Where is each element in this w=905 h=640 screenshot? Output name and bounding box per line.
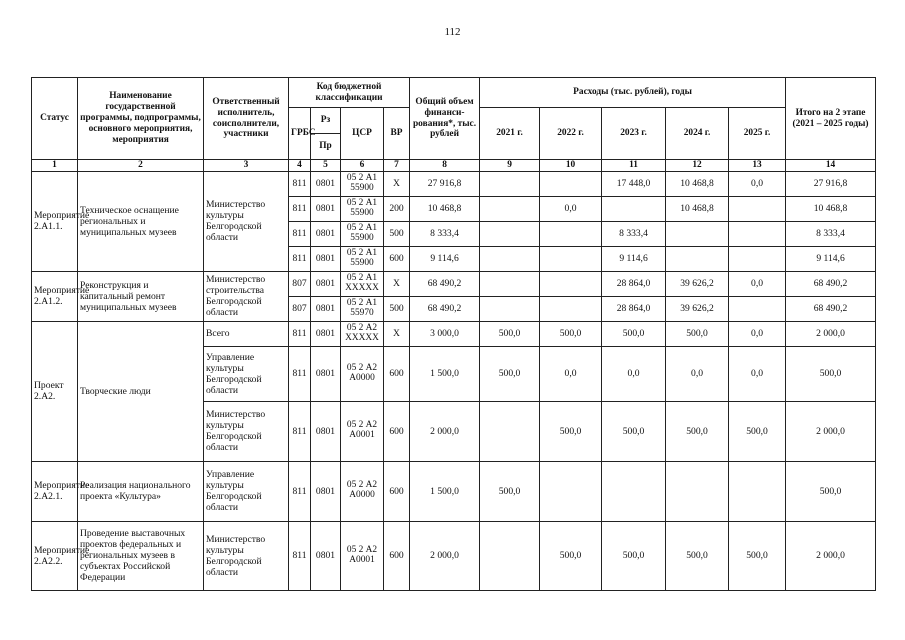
header-2025: 2025 г. xyxy=(729,108,786,160)
csr-cell: 05 2 А1 55900 xyxy=(341,246,384,271)
y2021-cell xyxy=(480,196,540,221)
y2025-cell: 0,0 xyxy=(729,271,786,296)
status-cell: Мероприятие 2.А2.2. xyxy=(32,521,78,590)
y2025-cell: 0,0 xyxy=(729,346,786,401)
header-budget-code: Код бюджетной классификации xyxy=(289,78,410,108)
grbs-cell: 811 xyxy=(289,171,311,196)
vr-cell: 500 xyxy=(384,221,410,246)
total-cell: 1 500,0 xyxy=(410,346,480,401)
col-number: 1 xyxy=(32,160,78,172)
y2023-cell xyxy=(602,196,666,221)
csr-cell: 05 2 А2 ХХХХХ xyxy=(341,321,384,346)
header-2022: 2022 г. xyxy=(540,108,602,160)
y2024-cell: 10 468,8 xyxy=(666,171,729,196)
status-cell: Мероприятие 2.А1.1. xyxy=(32,171,78,271)
rzpr-cell: 0801 xyxy=(311,196,341,221)
y2024-cell: 500,0 xyxy=(666,321,729,346)
y2021-cell xyxy=(480,521,540,590)
y2022-cell xyxy=(540,246,602,271)
rzpr-cell: 0801 xyxy=(311,221,341,246)
grbs-cell: 811 xyxy=(289,221,311,246)
total-cell: 1 500,0 xyxy=(410,461,480,521)
total-cell: 2 000,0 xyxy=(410,521,480,590)
y2025-cell xyxy=(729,221,786,246)
sum-cell: 500,0 xyxy=(786,461,876,521)
grbs-cell: 811 xyxy=(289,321,311,346)
rzpr-cell: 0801 xyxy=(311,171,341,196)
total-cell: 3 000,0 xyxy=(410,321,480,346)
y2021-cell xyxy=(480,296,540,321)
header-status: Статус xyxy=(32,78,78,160)
total-cell: 68 490,2 xyxy=(410,271,480,296)
vr-cell: 600 xyxy=(384,521,410,590)
rzpr-cell: 0801 xyxy=(311,461,341,521)
csr-cell: 05 2 А2 А0000 xyxy=(341,346,384,401)
vr-cell: Х xyxy=(384,171,410,196)
rzpr-cell: 0801 xyxy=(311,321,341,346)
grbs-cell: 807 xyxy=(289,271,311,296)
col-number: 9 xyxy=(480,160,540,172)
table-row xyxy=(32,271,876,296)
col-number: 14 xyxy=(786,160,876,172)
rzpr-cell: 0801 xyxy=(311,271,341,296)
y2021-cell xyxy=(480,271,540,296)
name-cell: Техническое оснащение региональных и муниципальных музеев xyxy=(78,171,204,271)
header-total-volume: Общий объем финанси-рования*, тыс. рублей xyxy=(410,78,480,160)
y2025-cell xyxy=(729,461,786,521)
col-number: 5 xyxy=(311,160,341,172)
table-row xyxy=(32,321,876,346)
y2025-cell: 500,0 xyxy=(729,401,786,461)
vr-cell: 600 xyxy=(384,401,410,461)
csr-cell: 05 2 А2 А0001 xyxy=(341,401,384,461)
budget-table xyxy=(31,77,876,591)
y2022-cell: 0,0 xyxy=(540,346,602,401)
y2022-cell xyxy=(540,271,602,296)
col-number: 10 xyxy=(540,160,602,172)
sum-cell: 68 490,2 xyxy=(786,296,876,321)
header-rz: Рз xyxy=(311,108,341,134)
csr-cell: 05 2 А1 ХХХХХ xyxy=(341,271,384,296)
executor-cell: Всего xyxy=(204,321,289,346)
y2024-cell: 10 468,8 xyxy=(666,196,729,221)
executor-cell: Министерство культуры Белгородской области xyxy=(204,171,289,271)
y2025-cell xyxy=(729,296,786,321)
y2024-cell: 39 626,2 xyxy=(666,296,729,321)
y2023-cell xyxy=(602,461,666,521)
grbs-cell: 811 xyxy=(289,196,311,221)
y2021-cell xyxy=(480,171,540,196)
header-pr: Пр xyxy=(311,134,341,160)
sum-cell: 8 333,4 xyxy=(786,221,876,246)
vr-cell: 600 xyxy=(384,346,410,401)
col-number: 4 xyxy=(289,160,311,172)
header-csr: ЦСР xyxy=(341,108,384,160)
col-number: 12 xyxy=(666,160,729,172)
col-number: 6 xyxy=(341,160,384,172)
y2023-cell: 500,0 xyxy=(602,401,666,461)
executor-cell: Министерство культуры Белгородской области xyxy=(204,521,289,590)
header-2023: 2023 г. xyxy=(602,108,666,160)
header-2021: 2021 г. xyxy=(480,108,540,160)
rzpr-cell: 0801 xyxy=(311,521,341,590)
grbs-cell: 811 xyxy=(289,521,311,590)
header-expenses: Расходы (тыс. рублей), годы xyxy=(480,78,786,108)
rzpr-cell: 0801 xyxy=(311,401,341,461)
sum-cell: 2 000,0 xyxy=(786,321,876,346)
total-cell: 9 114,6 xyxy=(410,246,480,271)
y2023-cell: 8 333,4 xyxy=(602,221,666,246)
table-row xyxy=(32,461,876,521)
y2023-cell: 500,0 xyxy=(602,321,666,346)
total-cell: 68 490,2 xyxy=(410,296,480,321)
csr-cell: 05 2 А2 А0000 xyxy=(341,461,384,521)
y2022-cell: 0,0 xyxy=(540,196,602,221)
sum-cell: 27 916,8 xyxy=(786,171,876,196)
grbs-cell: 807 xyxy=(289,296,311,321)
grbs-cell: 811 xyxy=(289,346,311,401)
csr-cell: 05 2 А1 55900 xyxy=(341,171,384,196)
y2021-cell: 500,0 xyxy=(480,461,540,521)
table-row xyxy=(32,171,876,196)
col-number: 7 xyxy=(384,160,410,172)
header-executor: Ответственный исполнитель, соисполнители, участники xyxy=(204,78,289,160)
sum-cell: 2 000,0 xyxy=(786,521,876,590)
y2025-cell xyxy=(729,246,786,271)
y2022-cell: 500,0 xyxy=(540,401,602,461)
header-name: Наименование государственной программы, подпрограммы, основного мероприятия, мероприятия xyxy=(78,78,204,160)
y2021-cell xyxy=(480,246,540,271)
y2024-cell xyxy=(666,246,729,271)
header-total-stage: Итого на 2 этапе (2021 – 2025 годы) xyxy=(786,78,876,160)
y2021-cell: 500,0 xyxy=(480,321,540,346)
column-numbers-row xyxy=(32,160,876,172)
y2023-cell: 500,0 xyxy=(602,521,666,590)
col-number: 3 xyxy=(204,160,289,172)
y2022-cell: 500,0 xyxy=(540,521,602,590)
csr-cell: 05 2 А1 55900 xyxy=(341,196,384,221)
csr-cell: 05 2 А1 55900 xyxy=(341,221,384,246)
y2022-cell xyxy=(540,221,602,246)
y2024-cell: 500,0 xyxy=(666,401,729,461)
y2024-cell: 39 626,2 xyxy=(666,271,729,296)
y2022-cell: 500,0 xyxy=(540,321,602,346)
total-cell: 8 333,4 xyxy=(410,221,480,246)
status-cell: Проект 2.А2. xyxy=(32,321,78,461)
y2021-cell xyxy=(480,221,540,246)
y2023-cell: 0,0 xyxy=(602,346,666,401)
page-number: 112 xyxy=(444,26,461,38)
table-row xyxy=(32,521,876,590)
name-cell: Проведение выставочных проектов федеральных и региональных музеев в субъектах Российской Федерации xyxy=(78,521,204,590)
executor-cell: Министерство строительства Белгородской области xyxy=(204,271,289,321)
rzpr-cell: 0801 xyxy=(311,246,341,271)
y2024-cell xyxy=(666,221,729,246)
name-cell: Творческие люди xyxy=(78,321,204,461)
sum-cell: 2 000,0 xyxy=(786,401,876,461)
y2021-cell xyxy=(480,401,540,461)
sum-cell: 68 490,2 xyxy=(786,271,876,296)
header-2024: 2024 г. xyxy=(666,108,729,160)
y2025-cell: 0,0 xyxy=(729,171,786,196)
sum-cell: 10 468,8 xyxy=(786,196,876,221)
y2025-cell xyxy=(729,196,786,221)
grbs-cell: 811 xyxy=(289,461,311,521)
y2024-cell: 0,0 xyxy=(666,346,729,401)
vr-cell: 200 xyxy=(384,196,410,221)
name-cell: Реконструкция и капитальный ремонт муниципальных музеев xyxy=(78,271,204,321)
header-vr: ВР xyxy=(384,108,410,160)
y2023-cell: 9 114,6 xyxy=(602,246,666,271)
vr-cell: 500 xyxy=(384,296,410,321)
rzpr-cell: 0801 xyxy=(311,346,341,401)
y2021-cell: 500,0 xyxy=(480,346,540,401)
total-cell: 27 916,8 xyxy=(410,171,480,196)
y2025-cell: 500,0 xyxy=(729,521,786,590)
y2022-cell xyxy=(540,296,602,321)
y2025-cell: 0,0 xyxy=(729,321,786,346)
y2024-cell xyxy=(666,461,729,521)
y2023-cell: 28 864,0 xyxy=(602,271,666,296)
vr-cell: Х xyxy=(384,321,410,346)
csr-cell: 05 2 А1 55970 xyxy=(341,296,384,321)
y2024-cell: 500,0 xyxy=(666,521,729,590)
col-number: 13 xyxy=(729,160,786,172)
header-grbs: ГРБС xyxy=(289,108,311,160)
y2023-cell: 17 448,0 xyxy=(602,171,666,196)
y2022-cell xyxy=(540,461,602,521)
sum-cell: 9 114,6 xyxy=(786,246,876,271)
grbs-cell: 811 xyxy=(289,246,311,271)
status-cell: Мероприятие 2.А2.1. xyxy=(32,461,78,521)
csr-cell: 05 2 А2 А0001 xyxy=(341,521,384,590)
total-cell: 2 000,0 xyxy=(410,401,480,461)
executor-cell: Управление культуры Белгородской области xyxy=(204,461,289,521)
sum-cell: 500,0 xyxy=(786,346,876,401)
y2023-cell: 28 864,0 xyxy=(602,296,666,321)
vr-cell: 600 xyxy=(384,461,410,521)
status-cell: Мероприятие 2.А1.2. xyxy=(32,271,78,321)
col-number: 8 xyxy=(410,160,480,172)
total-cell: 10 468,8 xyxy=(410,196,480,221)
y2022-cell xyxy=(540,171,602,196)
vr-cell: 600 xyxy=(384,246,410,271)
col-number: 11 xyxy=(602,160,666,172)
vr-cell: Х xyxy=(384,271,410,296)
col-number: 2 xyxy=(78,160,204,172)
grbs-cell: 811 xyxy=(289,401,311,461)
executor-cell: Управление культуры Белгородской области xyxy=(204,346,289,401)
executor-cell: Министерство культуры Белгородской области xyxy=(204,401,289,461)
name-cell: Реализация национального проекта «Культура» xyxy=(78,461,204,521)
rzpr-cell: 0801 xyxy=(311,296,341,321)
